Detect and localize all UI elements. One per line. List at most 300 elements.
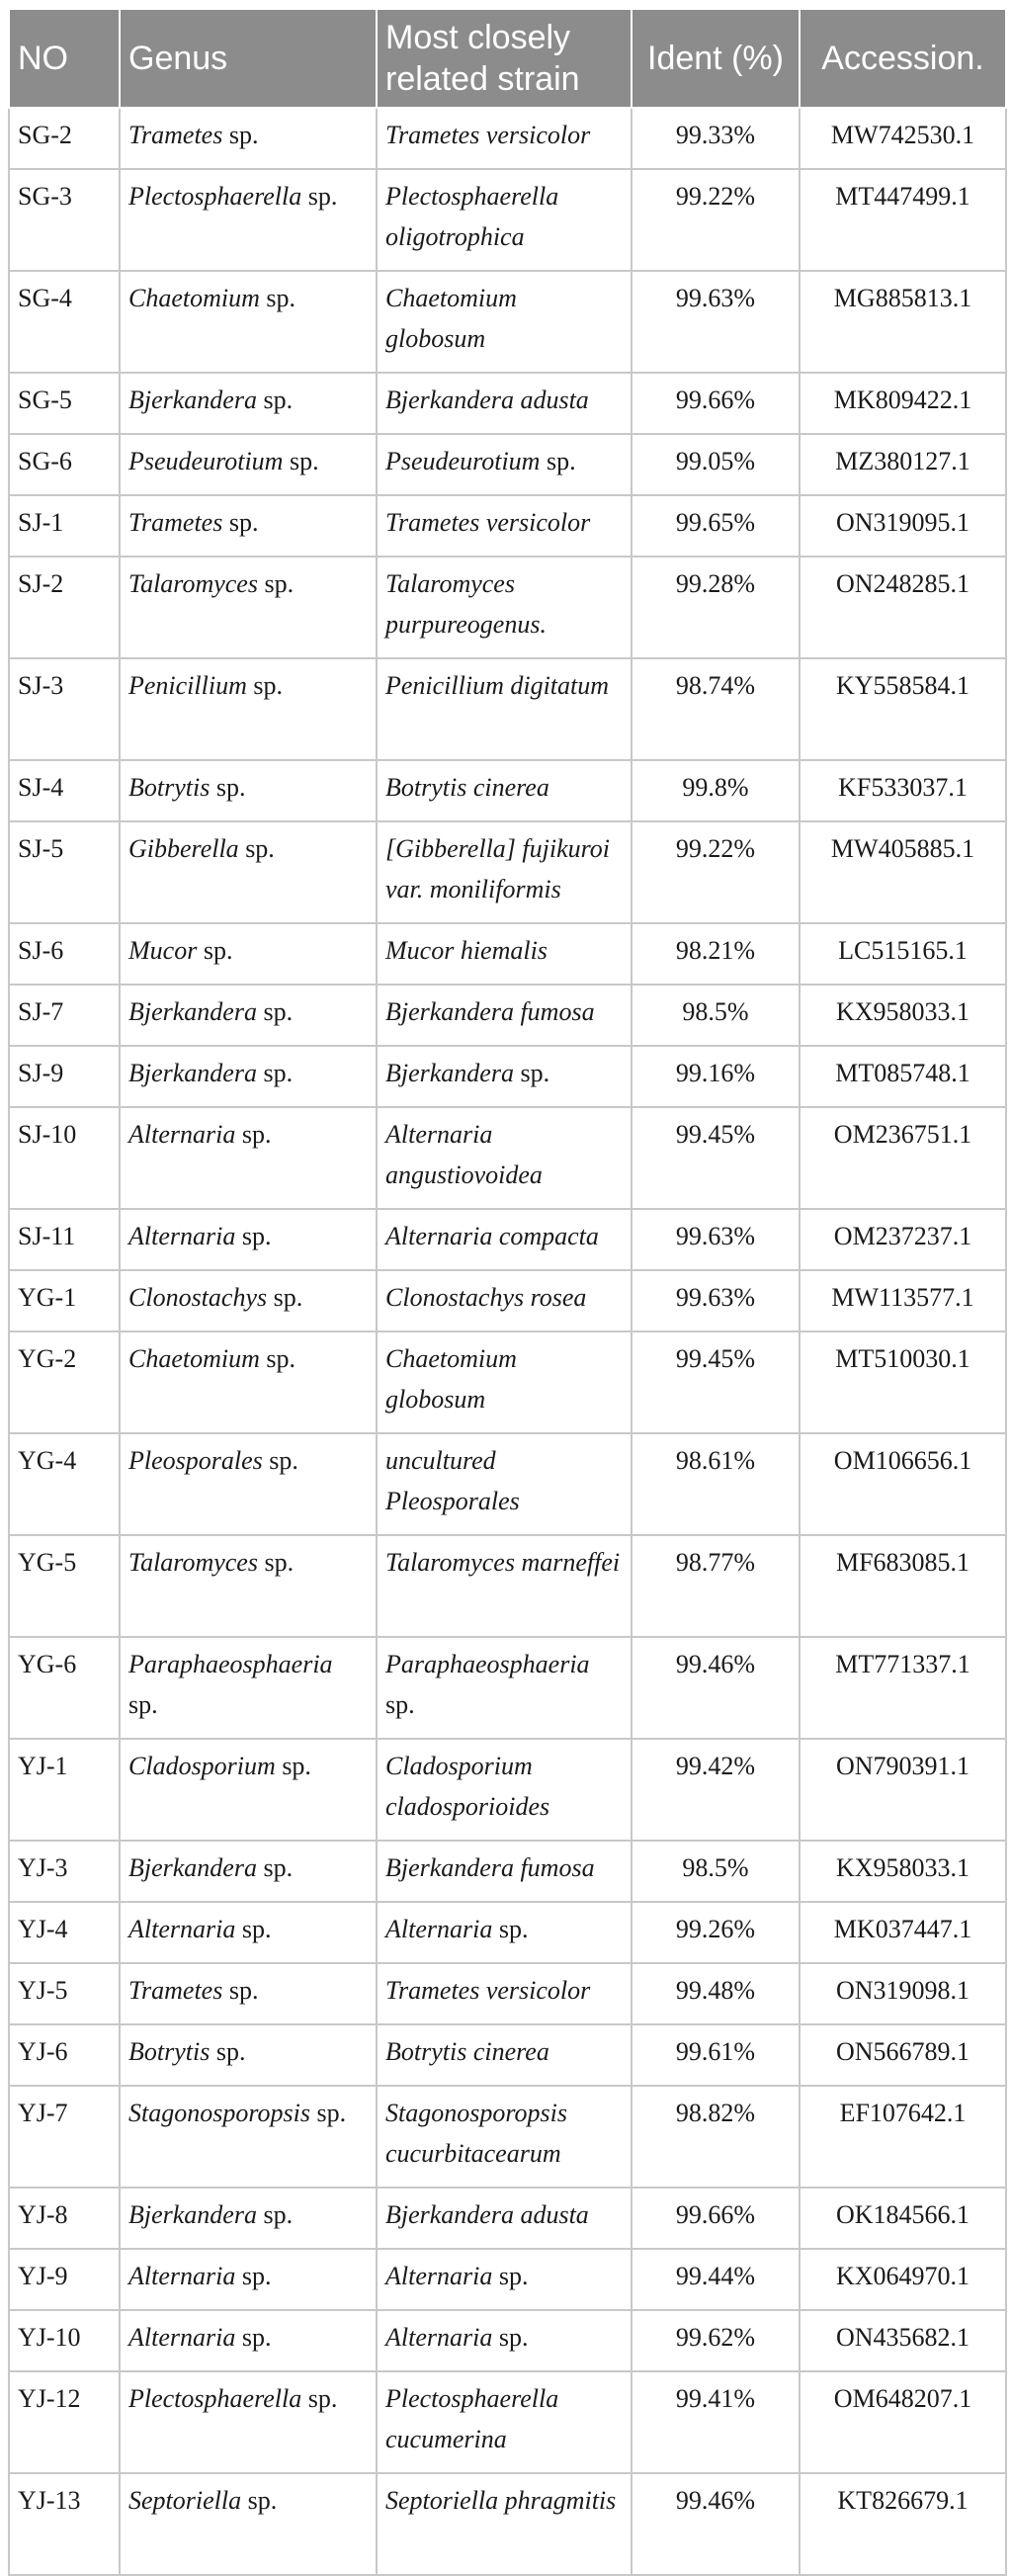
cell-related-strain [377,2371,632,2473]
genus-name: Stagonosporopsis [128,2099,310,2127]
accession-number: EF107642.1 [839,2099,967,2127]
genus-suffix: sp. [241,2486,278,2515]
strain-suffix: sp. [385,1690,415,1719]
genus-name: Trametes [128,508,223,537]
table-row [9,2371,1006,2473]
strain-name: Chaetomium globosum [385,284,517,353]
cell-accession [800,1841,1006,1902]
genus-name: Plectosphaerella [128,182,302,211]
cell-genus [120,271,377,373]
cell-genus [120,1535,377,1637]
isolate-code: SG-2 [18,121,72,149]
cell-genus [120,557,377,658]
genus-suffix: sp. [283,447,319,475]
cell-accession [800,2249,1006,2310]
accession-number: MK809422.1 [833,386,972,414]
cell-accession [800,108,1006,169]
isolate-code: YG-2 [18,1344,77,1373]
cell-accession [800,434,1006,495]
cell-ident [632,2086,800,2188]
genus-name: Bjerkandera [128,1059,257,1087]
ident-value: 99.48% [675,1976,756,2005]
strain-name: Botrytis cinerea [385,773,549,802]
cell-genus [120,1841,377,1902]
cell-ident [632,1535,800,1637]
isolate-code: YJ-13 [18,2486,81,2515]
accession-number: MW742530.1 [830,121,975,149]
genus-suffix: sp. [246,671,283,700]
cell-no [9,2310,120,2371]
cell-ident [632,1046,800,1107]
cell-accession [800,1331,1006,1433]
cell-no [9,985,120,1046]
cell-genus [120,434,377,495]
genus-suffix: sp. [256,2200,294,2229]
isolate-code: SJ-3 [18,671,64,700]
cell-genus [120,2371,377,2473]
cell-ident [632,434,800,495]
cell-ident [632,658,800,760]
ident-value: 99.45% [675,1120,756,1149]
cell-genus [120,495,377,557]
accession-number: OK184566.1 [835,2200,970,2229]
strain-name: Cladosporium cladosporioides [385,1752,550,1821]
genus-name: Septoriella [128,2486,242,2515]
accession-number: KX958033.1 [835,997,970,1026]
strain-name: Bjerkandera fumosa [385,1853,595,1882]
isolate-code: SG-6 [18,447,72,475]
cell-ident [632,1739,800,1841]
genus-name: Mucor [128,936,198,965]
cell-ident [632,821,800,923]
cell-genus [120,1107,377,1209]
isolate-code: SJ-9 [18,1059,64,1087]
strain-name: Septoriella phragmitis [385,2486,617,2515]
cell-genus [120,2310,377,2371]
isolate-code: SJ-4 [18,773,64,802]
ident-value: 99.61% [675,2037,756,2066]
cell-accession [800,1739,1006,1841]
isolate-code: SG-3 [18,182,72,211]
ident-value: 99.63% [675,1283,756,1312]
strain-name: Penicillium digitatum [385,671,610,700]
strain-name: Stagonosporopsis cucurbitacearum [385,2099,567,2168]
genus-name: Talaromyces [128,569,258,598]
isolate-code: SJ-7 [18,997,64,1026]
isolate-code: YJ-6 [18,2037,68,2066]
ident-value: 99.63% [675,284,756,312]
cell-no [9,1433,120,1535]
strain-name: Alternaria [385,2323,493,2352]
cell-no [9,923,120,985]
cell-genus [120,658,377,760]
cell-related-strain [377,2310,632,2371]
cell-genus [120,169,377,271]
cell-ident [632,169,800,271]
accession-number: MT447499.1 [835,182,970,211]
accession-number: ON566789.1 [835,2037,970,2066]
cell-related-strain [377,923,632,985]
cell-no [9,108,120,169]
cell-accession [800,2188,1006,2249]
cell-ident [632,1963,800,2024]
cell-no [9,1637,120,1739]
ident-value: 98.77% [675,1548,756,1577]
table-row [9,434,1006,495]
header-ident: Ident (%) [632,9,800,108]
strain-suffix: sp. [540,447,576,475]
cell-related-strain [377,495,632,557]
cell-related-strain [377,169,632,271]
genus-name: Botrytis [128,2037,211,2066]
cell-no [9,1902,120,1963]
strain-name: Clonostachys rosea [385,1283,587,1312]
isolate-code: YJ-10 [18,2323,81,2352]
cell-accession [800,2310,1006,2371]
isolate-code: SJ-10 [18,1120,77,1149]
table-row [9,2473,1006,2575]
table-row [9,2249,1006,2310]
cell-related-strain [377,373,632,434]
strain-name: Trametes versicolor [385,121,591,149]
cell-related-strain [377,821,632,923]
cell-accession [800,1209,1006,1270]
accession-number: KT826679.1 [837,2486,969,2515]
strain-name: Talaromyces purpureogenus. [385,569,547,639]
table-row [9,108,1006,169]
genus-suffix: sp. [309,2099,347,2127]
cell-no [9,2024,120,2086]
genus-name: Alternaria [128,2323,236,2352]
ident-value: 98.21% [675,936,756,965]
cell-ident [632,271,800,373]
header-genus: Genus [120,9,377,108]
isolate-code: YG-5 [18,1548,77,1577]
cell-accession [800,1963,1006,2024]
genus-name: Cladosporium [128,1752,276,1780]
genus-suffix: sp. [262,1446,298,1475]
cell-no [9,1209,120,1270]
genus-suffix: sp. [267,1283,303,1312]
genus-name: Bjerkandera [128,386,257,414]
cell-accession [800,557,1006,658]
strain-name: Alternaria [385,1915,493,1943]
ident-value: 99.46% [675,2486,756,2515]
table-row [9,1331,1006,1433]
table-row [9,1841,1006,1902]
ident-value: 98.82% [675,2099,756,2127]
strain-suffix: sp. [513,1059,550,1087]
table-row [9,1046,1006,1107]
cell-ident [632,1209,800,1270]
accession-number: MW113577.1 [831,1283,974,1312]
table-row [9,760,1006,821]
ident-value: 98.61% [675,1446,756,1475]
isolate-code: SG-4 [18,284,72,312]
strain-name: Bjerkandera [385,1059,514,1087]
accession-number: MG885813.1 [833,284,972,312]
genus-suffix: sp. [256,1853,294,1882]
cell-no [9,658,120,760]
header-related-strain: Most closely related strain [377,9,632,108]
cell-related-strain [377,2024,632,2086]
strain-name: Alternaria angustiovoidea [385,1120,543,1189]
table-row [9,1535,1006,1637]
cell-genus [120,1331,377,1433]
isolate-code: YG-4 [18,1446,77,1475]
cell-accession [800,495,1006,557]
cell-related-strain [377,557,632,658]
strain-suffix: sp. [492,2262,529,2290]
strain-name: Plectosphaerella cucumerina [385,2384,559,2453]
ident-value: 99.66% [675,386,756,414]
cell-no [9,2188,120,2249]
accession-number: MZ380127.1 [835,447,970,475]
cell-accession [800,923,1006,985]
table-header [9,9,1006,108]
isolate-code: YG-1 [18,1283,77,1312]
strain-name: Trametes versicolor [385,1976,591,2005]
cell-no [9,2473,120,2575]
isolate-code: SJ-2 [18,569,64,598]
genus-suffix: sp. [235,1120,272,1149]
accession-number: ON435682.1 [835,2323,970,2352]
isolate-code: YJ-1 [18,1752,68,1780]
cell-accession [800,2086,1006,2188]
cell-no [9,1739,120,1841]
strain-name: Alternaria compacta [385,1222,599,1250]
cell-accession [800,658,1006,760]
cell-no [9,271,120,373]
genus-name: Clonostachys [128,1283,268,1312]
cell-genus [120,2249,377,2310]
strain-name: Plectosphaerella oligotrophica [385,182,559,251]
cell-ident [632,923,800,985]
cell-ident [632,2249,800,2310]
cell-related-strain [377,1739,632,1841]
table-row [9,1637,1006,1739]
cell-ident [632,1902,800,1963]
cell-no [9,557,120,658]
cell-accession [800,1902,1006,1963]
table-row [9,373,1006,434]
cell-genus [120,373,377,434]
ident-value: 99.46% [675,1650,756,1678]
isolate-code: YJ-3 [18,1853,68,1882]
table-row [9,1107,1006,1209]
isolate-code: YJ-7 [18,2099,68,2127]
table-row [9,821,1006,923]
accession-number: MT771337.1 [835,1650,970,1678]
cell-no [9,821,120,923]
strain-name: Paraphaeosphaeria [385,1650,590,1678]
cell-accession [800,985,1006,1046]
cell-genus [120,1739,377,1841]
cell-genus [120,760,377,821]
cell-genus [120,1046,377,1107]
header-accession: Accession. [800,9,1006,108]
table-row [9,2188,1006,2249]
cell-related-strain [377,271,632,373]
genus-suffix: sp. [210,773,246,802]
cell-genus [120,821,377,923]
accession-number: ON319095.1 [835,508,970,537]
accession-number: KX958033.1 [835,1853,970,1882]
ident-value: 99.41% [675,2384,756,2413]
cell-ident [632,2024,800,2086]
accession-number: OM237237.1 [833,1222,972,1250]
cell-ident [632,2188,800,2249]
genus-suffix: sp. [301,2384,338,2413]
accession-number: ON248285.1 [835,569,970,598]
ident-value: 99.65% [675,508,756,537]
cell-accession [800,2473,1006,2575]
strain-name: [Gibberella] fujikuroi var. moniliformis [385,834,611,903]
genus-suffix: sp. [256,386,294,414]
genus-suffix: sp. [238,834,275,863]
cell-no [9,169,120,271]
cell-related-strain [377,1046,632,1107]
accession-number: MF683085.1 [835,1548,970,1577]
cell-genus [120,1902,377,1963]
cell-no [9,2249,120,2310]
cell-related-strain [377,434,632,495]
header-row [9,9,1006,108]
isolate-code: SJ-6 [18,936,64,965]
cell-no [9,1963,120,2024]
cell-genus [120,108,377,169]
cell-related-strain [377,2249,632,2310]
cell-no [9,1107,120,1209]
table-row [9,1902,1006,1963]
genus-name: Bjerkandera [128,2200,257,2229]
cell-no [9,2371,120,2473]
strain-name: Bjerkandera fumosa [385,997,595,1026]
strain-name: uncultured Pleosporales [385,1446,520,1515]
isolate-code: YJ-12 [18,2384,81,2413]
isolate-code: YJ-5 [18,1976,68,2005]
genus-name: Chaetomium [128,284,260,312]
cell-related-strain [377,1270,632,1331]
genus-name: Trametes [128,1976,223,2005]
isolate-code: YG-6 [18,1650,77,1678]
accession-number: MT510030.1 [835,1344,970,1373]
genus-suffix: sp. [257,569,295,598]
genus-name: Alternaria [128,1120,236,1149]
table-row [9,2086,1006,2188]
genus-name: Trametes [128,121,223,149]
table-row [9,2310,1006,2371]
cell-genus [120,923,377,985]
cell-related-strain [377,1963,632,2024]
table-row [9,1963,1006,2024]
ident-value: 98.5% [682,1853,749,1882]
strain-name: Chaetomium globosum [385,1344,517,1414]
table-row [9,985,1006,1046]
strain-name: Pseudeurotium [385,447,541,475]
cell-no [9,1331,120,1433]
cell-ident [632,1841,800,1902]
genus-suffix: sp. [222,1976,259,2005]
genus-suffix: sp. [235,2262,272,2290]
cell-related-strain [377,1902,632,1963]
genus-suffix: sp. [210,2037,246,2066]
cell-related-strain [377,1107,632,1209]
ident-value: 99.26% [675,1915,756,1943]
cell-related-strain [377,1331,632,1433]
cell-genus [120,985,377,1046]
genus-name: Alternaria [128,2262,236,2290]
genus-suffix: sp. [235,2323,272,2352]
table-body [9,108,1006,2575]
cell-related-strain [377,2188,632,2249]
genus-suffix: sp. [275,1752,311,1780]
cell-genus [120,1433,377,1535]
accession-number: MK037447.1 [833,1915,972,1943]
cell-genus [120,2188,377,2249]
cell-no [9,434,120,495]
cell-ident [632,2371,800,2473]
ident-value: 99.62% [675,2323,756,2352]
table-row [9,1739,1006,1841]
genus-suffix: sp. [197,936,233,965]
genus-suffix: sp. [256,997,294,1026]
isolate-code: SJ-5 [18,834,64,863]
accession-number: KX064970.1 [835,2262,970,2290]
cell-accession [800,1535,1006,1637]
accession-number: MT085748.1 [835,1059,970,1087]
cell-related-strain [377,2473,632,2575]
strain-name: Alternaria [385,2262,493,2290]
cell-accession [800,1046,1006,1107]
table-row [9,169,1006,271]
cell-related-strain [377,1637,632,1739]
cell-accession [800,2024,1006,2086]
accession-number: OM648207.1 [833,2384,972,2413]
cell-accession [800,1637,1006,1739]
accession-number: OM236751.1 [833,1120,972,1149]
cell-no [9,1535,120,1637]
ident-value: 99.42% [675,1752,756,1780]
accession-number: OM106656.1 [833,1446,972,1475]
ident-value: 99.45% [675,1344,756,1373]
cell-genus [120,1963,377,2024]
genus-suffix: sp. [259,1344,296,1373]
cell-accession [800,760,1006,821]
ident-value: 99.28% [675,569,756,598]
cell-ident [632,985,800,1046]
cell-genus [120,1637,377,1739]
isolate-code: SJ-1 [18,508,64,537]
cell-genus [120,2473,377,2575]
ident-value: 98.74% [675,671,756,700]
cell-ident [632,1433,800,1535]
cell-genus [120,2024,377,2086]
cell-ident [632,373,800,434]
genus-name: Pseudeurotium [128,447,284,475]
cell-genus [120,1209,377,1270]
genus-suffix: sp. [256,1059,294,1087]
genus-suffix: sp. [257,1548,295,1577]
table-row [9,271,1006,373]
accession-number: ON319098.1 [835,1976,970,2005]
cell-related-strain [377,2086,632,2188]
genus-suffix: sp. [235,1915,272,1943]
genus-name: Paraphaeosphaeria [128,1650,333,1678]
genus-suffix: sp. [222,508,259,537]
cell-no [9,760,120,821]
cell-related-strain [377,108,632,169]
